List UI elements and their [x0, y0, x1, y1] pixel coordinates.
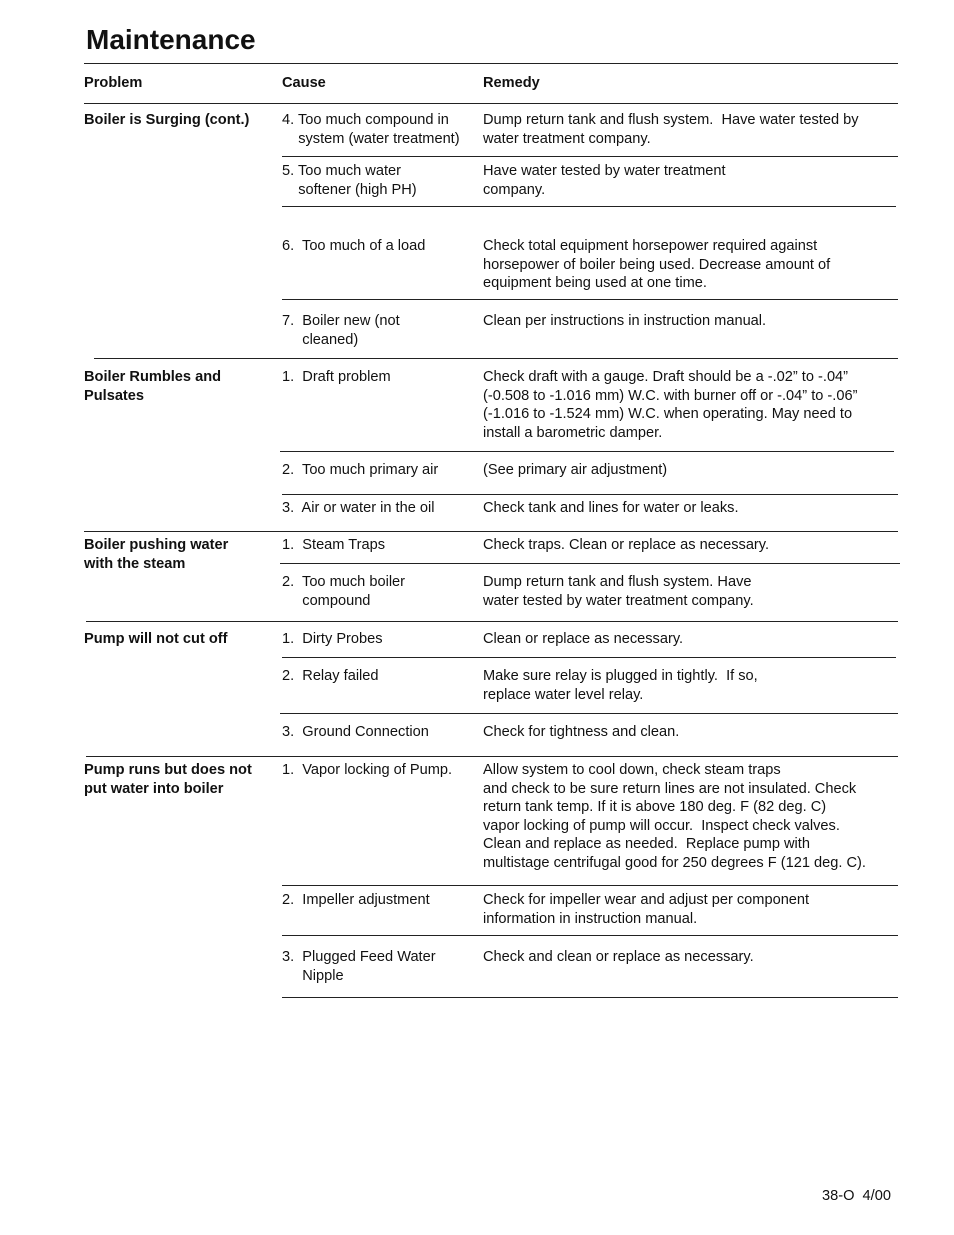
- problem-cell: Pump runs but does not put water into boiler: [84, 762, 252, 797]
- header-problem: Problem: [84, 75, 143, 91]
- cause-cell: 5. Too much water softener (high PH): [282, 163, 417, 198]
- problem-cell: Pump will not cut off: [84, 631, 228, 647]
- row-divider: [282, 657, 896, 658]
- remedy-cell: Dump return tank and flush system. Have water tested by water treatment company.: [483, 112, 859, 147]
- cause-cell: 2. Too much boiler compound: [282, 574, 406, 609]
- problem-cell: Boiler pushing water with the steam: [84, 537, 229, 572]
- remedy-cell: Check tank and lines for water or leaks.: [483, 500, 739, 516]
- problem-cell: Boiler Rumbles and Pulsates: [84, 369, 222, 404]
- remedy-cell: Clean per instructions in instruction manual.: [483, 313, 767, 329]
- row-divider: [280, 451, 894, 452]
- row-divider: [282, 206, 896, 207]
- row-divider: [282, 494, 898, 495]
- group-divider: [84, 531, 898, 532]
- cause-cell: 1. Dirty Probes: [282, 631, 383, 647]
- table-bottom-rule: [282, 997, 898, 998]
- row-divider: [282, 299, 898, 300]
- remedy-cell: Check draft with a gauge. Draft should be a -.02” to -.04” (-0.508 to -1.016 mm) W.C. with burner off or -.04” to -.06” (-1.016 to -1.524 mm) W.C. when operating. May need to install a barometric damper.: [483, 369, 858, 441]
- cause-cell: 2. Impeller adjustment: [282, 892, 430, 908]
- page-title: Maintenance: [86, 24, 256, 55]
- remedy-cell: Check for impeller wear and adjust per component information in instruction manual.: [483, 892, 810, 927]
- cause-cell: 3. Air or water in the oil: [282, 500, 435, 516]
- cause-cell: 3. Plugged Feed Water Nipple: [282, 949, 436, 984]
- remedy-cell: Dump return tank and flush system. Have water tested by water treatment company.: [483, 574, 754, 609]
- header-cause: Cause: [282, 75, 326, 91]
- cause-cell: 1. Draft problem: [282, 369, 391, 385]
- group-divider: [86, 756, 898, 757]
- header-bottom-rule: [84, 103, 898, 104]
- row-divider: [282, 935, 898, 936]
- row-divider: [280, 713, 898, 714]
- group-divider: [86, 621, 898, 622]
- row-divider: [282, 885, 898, 886]
- remedy-cell: Have water tested by water treatment company.: [483, 163, 726, 198]
- cause-cell: 7. Boiler new (not cleaned): [282, 313, 400, 348]
- page-footer: 38-O 4/00: [822, 1188, 891, 1204]
- header-top-rule: [84, 63, 898, 64]
- remedy-cell: Check and clean or replace as necessary.: [483, 949, 754, 965]
- remedy-cell: Clean or replace as necessary.: [483, 631, 684, 647]
- remedy-cell: Check for tightness and clean.: [483, 724, 680, 740]
- remedy-cell: Check traps. Clean or replace as necessary.: [483, 537, 770, 553]
- cause-cell: 3. Ground Connection: [282, 724, 429, 740]
- remedy-cell: Check total equipment horsepower required against horsepower of boiler being used. Decrease amount of equipment being used at one time.: [483, 238, 831, 291]
- header-remedy: Remedy: [483, 75, 540, 91]
- cause-cell: 6. Too much of a load: [282, 238, 426, 254]
- row-divider: [280, 563, 900, 564]
- remedy-cell: Make sure relay is plugged in tightly. If so, replace water level relay.: [483, 668, 758, 703]
- remedy-cell: (See primary air adjustment): [483, 462, 668, 478]
- group-divider: [94, 358, 898, 359]
- problem-cell: Boiler is Surging (cont.): [84, 112, 250, 128]
- row-divider: [282, 156, 898, 157]
- cause-cell: 2. Too much primary air: [282, 462, 439, 478]
- cause-cell: 1. Vapor locking of Pump.: [282, 762, 453, 778]
- cause-cell: 2. Relay failed: [282, 668, 379, 684]
- cause-cell: 1. Steam Traps: [282, 537, 386, 553]
- remedy-cell: Allow system to cool down, check steam traps and check to be sure return lines are not insulated. Check return tank temp. If it is above 180 deg. F (82 deg. C) vapor locking of pump will occur. Inspect check valves. Clean and replace as needed. Replace pump with multistage centrifugal good for 250 degrees F (121 deg. C).: [483, 762, 866, 871]
- cause-cell: 4. Too much compound in system (water treatment): [282, 112, 460, 147]
